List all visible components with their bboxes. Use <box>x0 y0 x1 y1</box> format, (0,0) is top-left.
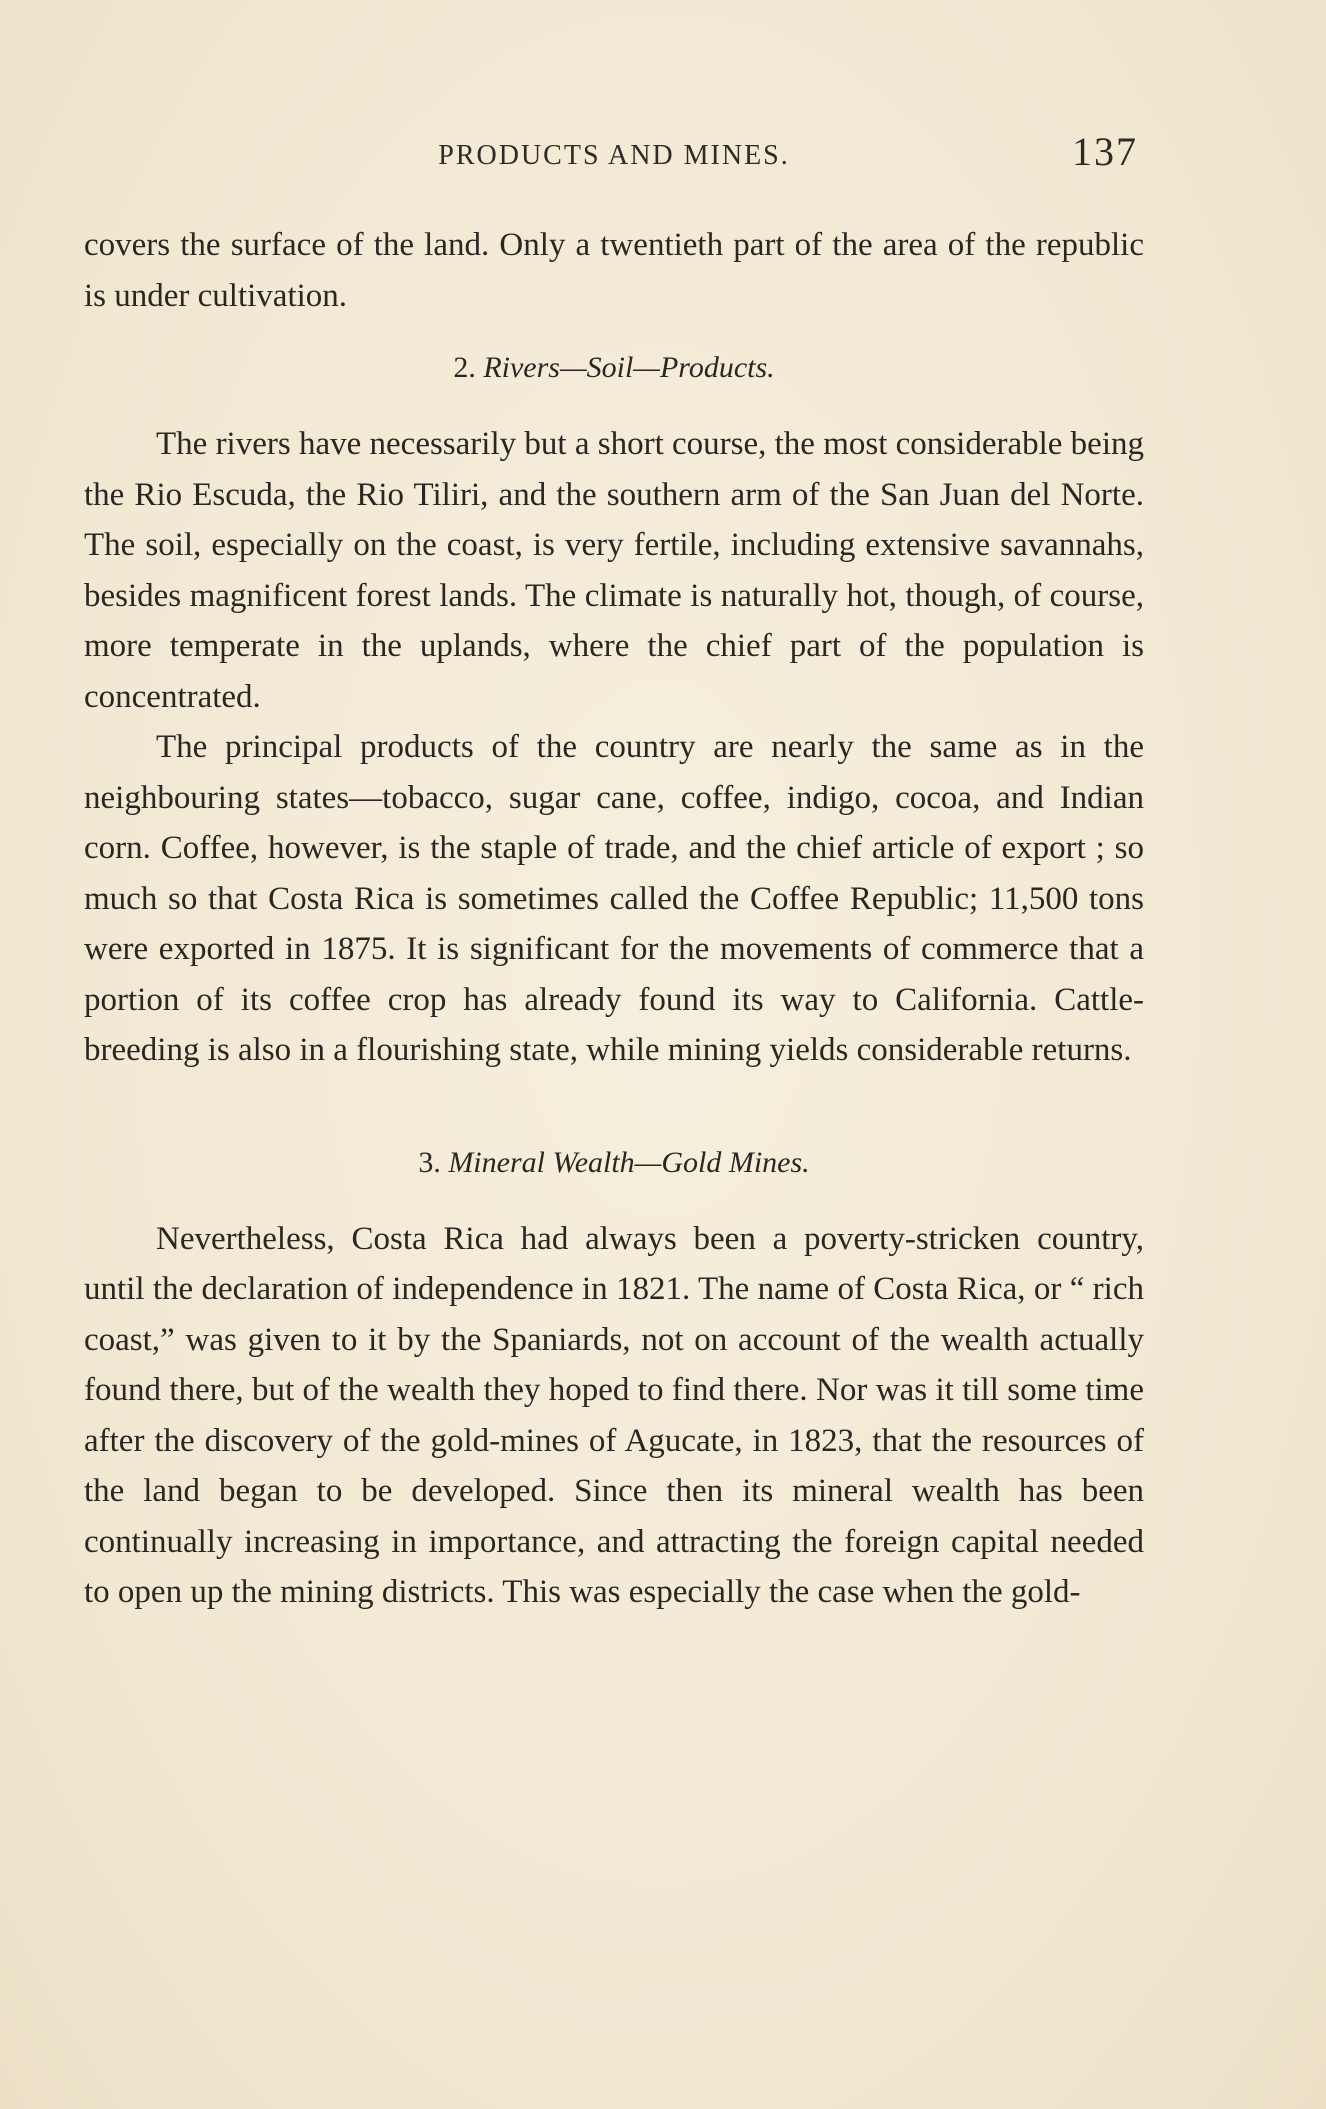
paragraph-products: The principal products of the country are nearly the same as in the neighbouring states—tobacco, sugar cane, coffee, indigo, cocoa, and Indian corn. Coffee, however, is the staple of trade, and the chief article of export ; so much so that Costa Rica is sometimes called the Coffee Republic; 11,500 tons were exported in 1875. It is significant for the movements of commerce that a portion of its coffee crop has already found its way to California. Cattle-breeding is also in a flourishing state, while mining yields considerable returns. <box>84 729 1144 1068</box>
section-heading-mineral-wealth <box>84 1138 1144 1188</box>
section-title: Mineral Wealth—Gold Mines. <box>448 1145 810 1179</box>
body-text <box>84 220 1144 1618</box>
section-title: Rivers—Soil—Products. <box>483 351 775 384</box>
section-heading-rivers <box>84 343 1144 393</box>
page-number: 137 <box>1072 129 1138 174</box>
running-title: PRODUCTS AND MINES. <box>438 140 790 171</box>
page-header <box>84 128 1144 178</box>
paragraph-mineral-wealth: Nevertheless, Costa Rica had always been a poverty-stricken country, until the declaration of independence in 1821. The name of Costa Rica, or “ rich coast,” was given to it by the Spaniards, not on account of the wealth actually found there, but of the wealth they hoped to find there. Nor was it till some time after the discovery of the gold-mines of Agucate, in 1823, that the resources of the land began to be developed. Since then its mineral wealth has been continually increasing in importance, and attracting the foreign capital needed to open up the mining districts. This was especially the case when the gold- <box>84 1220 1144 1610</box>
opening-paragraph: covers the surface of the land. Only a twentieth part of the area of the republic is under cultivation. <box>84 227 1144 314</box>
section-number: 3. <box>418 1145 441 1179</box>
paragraph-rivers: The rivers have necessarily but a short course, the most considerable being the Rio Escuda, the Rio Tiliri, and the southern arm of the San Juan del Norte. The soil, especially on the coast, is very fertile, including extensive savannahs, besides magnificent forest lands. The climate is naturally hot, though, of course, more temperate in the uplands, where the chief part of the population is concentrated. <box>84 426 1144 715</box>
section-number: 2. <box>453 351 476 384</box>
